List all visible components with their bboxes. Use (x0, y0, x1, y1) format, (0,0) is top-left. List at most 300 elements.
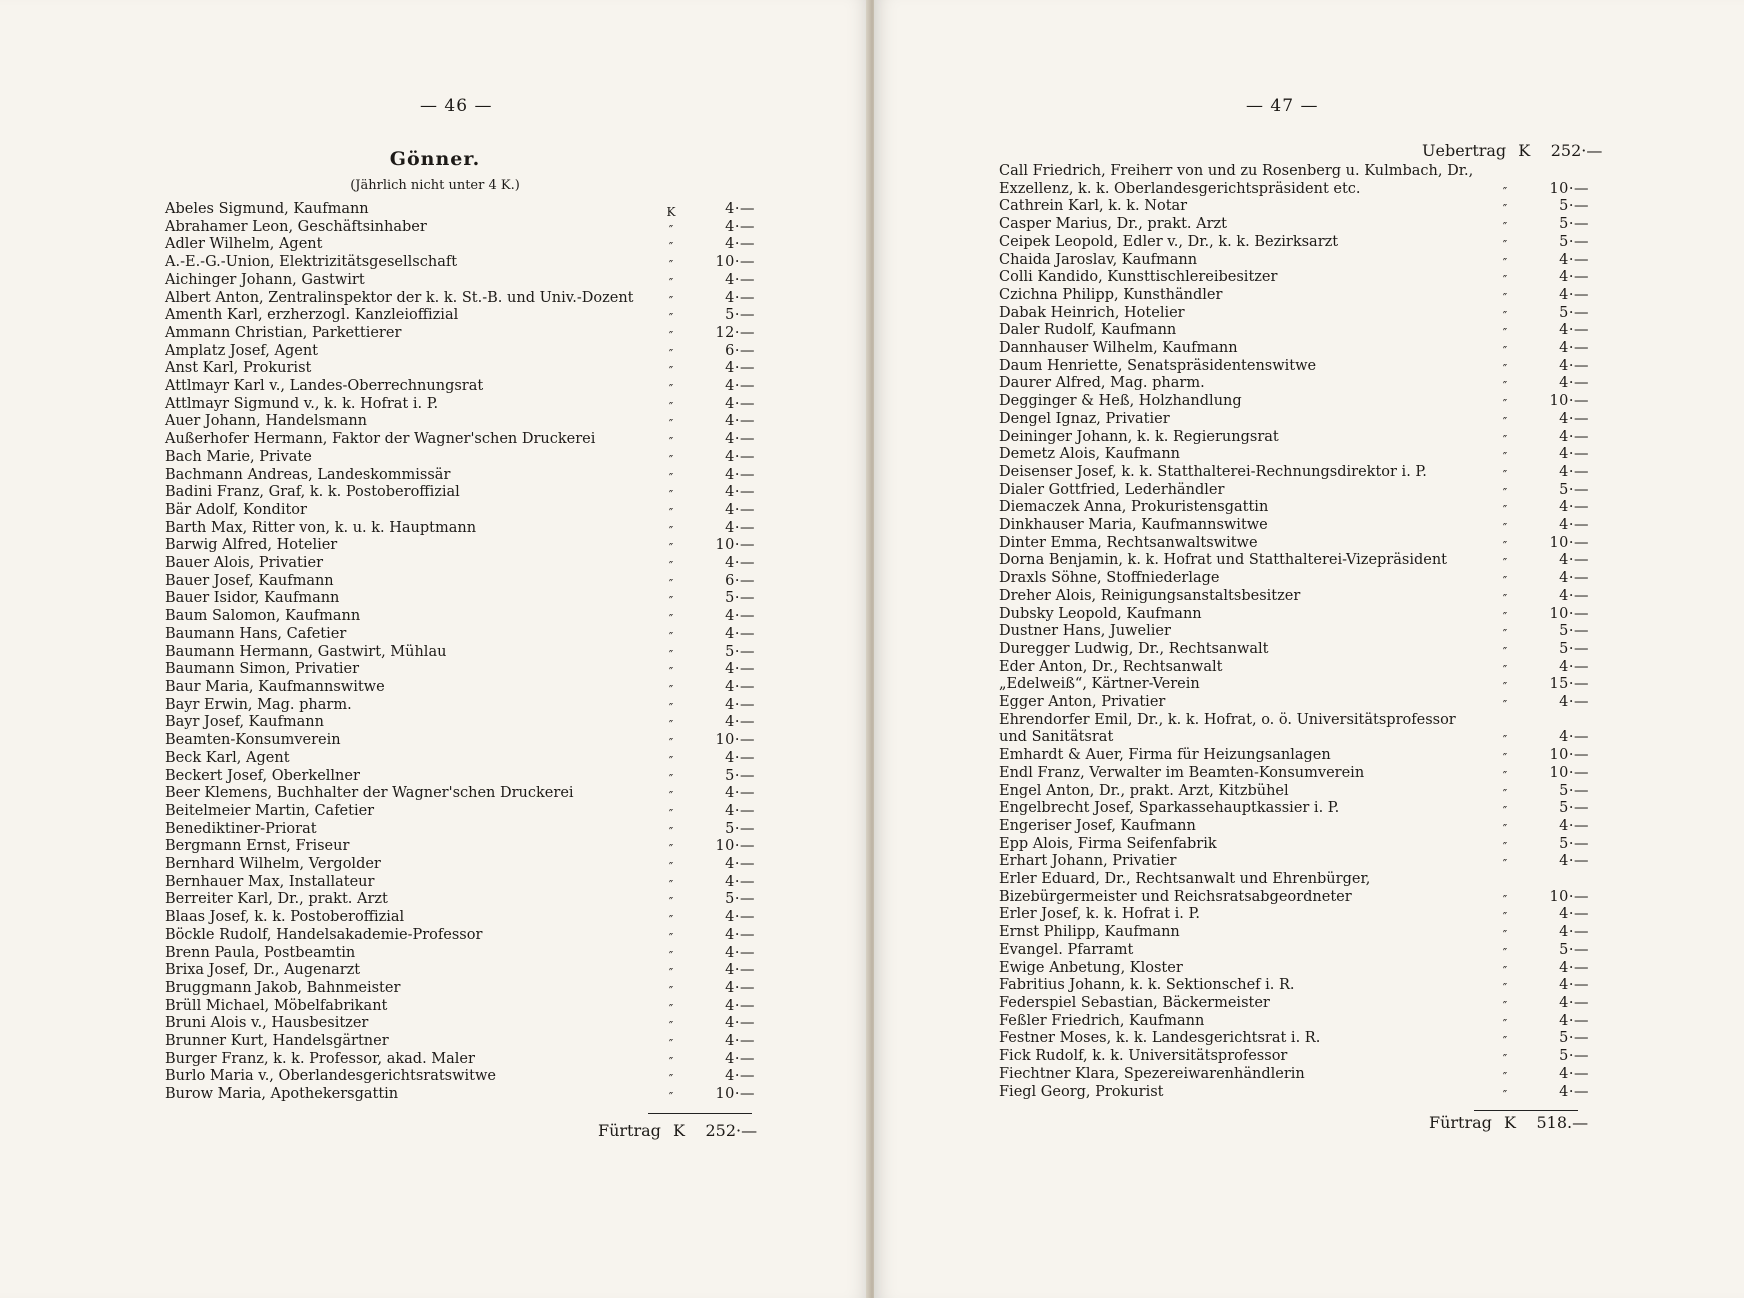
donation-amount: 6·— (725, 572, 755, 589)
donor-name: Abeles Sigmund, Kaufmann (165, 201, 369, 217)
donation-amount: 4·— (725, 271, 755, 288)
donation-amount: 4·— (1559, 375, 1589, 392)
donor-name: Benediktiner-Priorat (165, 820, 317, 837)
donor-entry (165, 838, 755, 856)
currency-mark: K (673, 1121, 685, 1140)
donor-name: Festner Moses, k. k. Landesgerichtsrat i. R. (999, 1030, 1321, 1047)
donor-entry (999, 216, 1589, 234)
ditto-mark: ″ (668, 1001, 674, 1016)
donor-list (165, 201, 755, 1104)
currency-mark: K (1504, 1113, 1516, 1132)
ditto-mark: ″ (668, 328, 674, 343)
donor-name: Egger Anton, Privatier (999, 694, 1166, 711)
donor-entry (999, 375, 1589, 393)
donor-entry (165, 254, 755, 272)
ditto-mark: ″ (1502, 326, 1508, 341)
donor-name: Epp Alois, Firma Seifenfabrik (999, 835, 1217, 852)
donor-name: Chaida Jaroslav, Kaufmann (999, 251, 1198, 268)
donor-entry (999, 163, 1589, 198)
donor-list (999, 163, 1589, 1101)
donor-name: Bayr Erwin, Mag. pharm. (165, 696, 352, 713)
donor-entry (999, 252, 1589, 270)
donor-name: Daler Rudolf, Kaufmann (999, 322, 1177, 339)
donor-name: Draxls Söhne, Stoffniederlage (999, 570, 1220, 587)
currency-mark: K (1518, 141, 1531, 160)
donor-name: Dorna Benjamin, k. k. Hofrat und Statthalterei-Vizepräsident (999, 552, 1447, 569)
ditto-mark: ″ (668, 399, 674, 414)
carry-forward-label: Fürtrag (1429, 1113, 1492, 1132)
donation-amount: 4·— (1559, 853, 1589, 870)
donor-entry (999, 747, 1589, 765)
donor-entry (165, 1015, 755, 1033)
donor-name: Auer Johann, Handelsmann (165, 413, 367, 430)
ditto-mark: ″ (668, 753, 674, 768)
donor-entry (999, 499, 1589, 517)
donation-amount: 5·— (1559, 623, 1589, 640)
donor-entry (999, 1013, 1589, 1031)
ditto-mark: ″ (668, 629, 674, 644)
ditto-mark: ″ (668, 488, 674, 503)
ditto-mark: ″ (1502, 361, 1508, 376)
donation-amount: 4·— (1559, 446, 1589, 463)
donation-amount: 4·— (1559, 286, 1589, 303)
donor-entry (165, 537, 755, 555)
donation-amount: 4·— (725, 979, 755, 996)
ditto-mark: ″ (1502, 591, 1508, 606)
donor-entry (999, 906, 1589, 924)
donation-amount: 5·— (1559, 1030, 1589, 1047)
donor-name: Brunner Kurt, Handelsgärtner (165, 1033, 389, 1050)
donor-entry (999, 535, 1589, 553)
donation-amount: 4·— (1559, 517, 1589, 534)
donation-amount: 5·— (725, 891, 755, 908)
donor-entry (999, 623, 1589, 641)
donation-amount: 4·— (1559, 410, 1589, 427)
carried-over-line (1422, 141, 1602, 160)
donation-amount: 4·— (1559, 357, 1589, 374)
donation-amount: 4·— (725, 714, 755, 731)
donor-entry (165, 1051, 755, 1069)
donor-name: Dabak Heinrich, Hotelier (999, 304, 1185, 321)
donor-name: Emhardt & Auer, Firma für Heizungsanlagen (999, 747, 1331, 764)
donation-amount: 4·— (725, 413, 755, 430)
donor-entry (165, 201, 755, 219)
ditto-mark: ″ (1502, 945, 1508, 960)
donor-name: Badini Franz, Graf, k. k. Postoberoffizial (165, 484, 460, 501)
donor-name: Amplatz Josef, Agent (165, 342, 318, 359)
donor-entry (165, 1068, 755, 1086)
donor-entry (165, 484, 755, 502)
donation-amount: 10·— (715, 537, 755, 554)
donor-name: A.-E.-G.-Union, Elektrizitätsgesellschaft (165, 254, 458, 271)
left-page (0, 0, 870, 1298)
donor-entry (165, 396, 755, 414)
donation-amount: 5·— (725, 643, 755, 660)
donor-entry (999, 393, 1589, 411)
donor-name: Ceipek Leopold, Edler v., Dr., k. k. Bezirksarzt (999, 233, 1339, 250)
ditto-mark: ″ (668, 824, 674, 839)
donation-amount: 4·— (1559, 499, 1589, 516)
donor-entry (165, 449, 755, 467)
donation-amount: 4·— (1559, 924, 1589, 941)
ditto-mark: ″ (668, 346, 674, 361)
ditto-mark: ″ (1502, 963, 1508, 978)
donor-name: Blaas Josef, k. k. Postoberoffizial (165, 909, 405, 926)
donation-amount: 5·— (725, 767, 755, 784)
donation-amount: 5·— (1559, 481, 1589, 498)
carry-forward-amount: 252·— (705, 1121, 758, 1140)
carry-forward-amount: 518.— (1536, 1113, 1589, 1132)
donor-name: Ernst Philipp, Kaufmann (999, 924, 1180, 941)
ditto-mark: ″ (1502, 733, 1508, 748)
donor-name: Beckert Josef, Oberkellner (165, 767, 360, 784)
donor-name: Beck Karl, Agent (165, 749, 290, 766)
ditto-mark: ″ (1502, 556, 1508, 571)
donor-name: Baumann Hans, Cafetier (165, 625, 347, 642)
donor-entry (165, 891, 755, 909)
donor-name: Bär Adolf, Konditor (165, 501, 307, 518)
donor-name: Beamten-Konsumverein (165, 732, 341, 749)
donor-entry (999, 287, 1589, 305)
donor-name: Baumann Hermann, Gastwirt, Mühlau (165, 643, 447, 660)
donor-entry (999, 942, 1589, 960)
donor-name: Anst Karl, Prokurist (165, 360, 312, 377)
donor-entry (999, 1030, 1589, 1048)
ditto-mark: ″ (668, 718, 674, 733)
ditto-mark: ″ (668, 382, 674, 397)
donor-entry (165, 378, 755, 396)
donor-name: Attlmayr Karl v., Landes-Oberrechnungsrat (165, 378, 484, 395)
donation-amount: 10·— (715, 1086, 755, 1103)
donor-entry (165, 909, 755, 927)
ditto-mark: ″ (1502, 1034, 1508, 1049)
donor-entry (999, 995, 1589, 1013)
ditto-mark: ″ (1502, 237, 1508, 252)
donor-name: Außerhofer Hermann, Faktor der Wagner'schen Druckerei (165, 431, 596, 448)
ditto-mark: ″ (668, 665, 674, 680)
donor-name: Abrahamer Leon, Geschäftsinhaber (165, 218, 427, 235)
donor-entry (165, 768, 755, 786)
donation-amount: 4·— (725, 555, 755, 572)
donation-amount: 4·— (1559, 322, 1589, 339)
donor-name: Colli Kandido, Kunsttischlereibesitzer (999, 269, 1278, 286)
donor-name: Ehrendorfer Emil, Dr., k. k. Hofrat, o. ö. Universitätsprofessor und Sanitätsrat (999, 711, 1456, 746)
donor-entry (999, 836, 1589, 854)
donor-name: Burow Maria, Apothekersgattin (165, 1086, 399, 1103)
donor-entry (165, 679, 755, 697)
donor-entry (165, 785, 755, 803)
donor-name: Duregger Ludwig, Dr., Rechtsanwalt (999, 640, 1269, 657)
donor-name: Daurer Alfred, Mag. pharm. (999, 375, 1205, 392)
donation-amount: 4·— (725, 785, 755, 802)
donor-entry (165, 661, 755, 679)
donor-entry (165, 219, 755, 237)
donor-entry (999, 1084, 1589, 1102)
donor-name: Engeriser Josef, Kaufmann (999, 817, 1196, 834)
ditto-mark: ″ (668, 930, 674, 945)
donor-entry (999, 517, 1589, 535)
donor-name: Dustner Hans, Juwelier (999, 623, 1171, 640)
ditto-mark: ″ (668, 647, 674, 662)
ditto-mark: ″ (668, 364, 674, 379)
donation-amount: 4·— (1559, 340, 1589, 357)
ditto-mark: ″ (668, 1019, 674, 1034)
donation-amount: 5·— (1559, 198, 1589, 215)
ditto-mark: ″ (1502, 786, 1508, 801)
donation-amount: 5·— (1559, 835, 1589, 852)
donation-amount: 10·— (715, 254, 755, 271)
ditto-mark: ″ (1502, 220, 1508, 235)
ditto-mark: ″ (1502, 397, 1508, 412)
donation-amount: 4·— (725, 1033, 755, 1050)
donor-entry (999, 358, 1589, 376)
donor-entry (165, 1086, 755, 1104)
donor-name: Burlo Maria v., Oberlandesgerichtsratswitwe (165, 1068, 496, 1085)
donor-name: Bernhauer Max, Installateur (165, 873, 375, 890)
donor-entry (165, 360, 755, 378)
ditto-mark: ″ (668, 275, 674, 290)
donation-amount: 4·— (725, 395, 755, 412)
donation-amount: 4·— (725, 448, 755, 465)
donor-entry (165, 856, 755, 874)
ditto-mark: ″ (1502, 751, 1508, 766)
donor-entry (165, 413, 755, 431)
donor-entry (165, 750, 755, 768)
donor-name: Adler Wilhelm, Agent (165, 236, 323, 253)
donation-amount: 4·— (1559, 269, 1589, 286)
donation-amount: 15·— (1549, 676, 1589, 693)
donation-amount: 4·— (725, 944, 755, 961)
ditto-mark: ″ (1502, 698, 1508, 713)
donor-entry (999, 853, 1589, 871)
donor-entry (999, 676, 1589, 694)
donation-amount: 4·— (725, 696, 755, 713)
donation-amount: 4·— (725, 1015, 755, 1032)
donation-amount: 4·— (725, 378, 755, 395)
donation-amount: 5·— (1559, 640, 1589, 657)
donation-amount: 4·— (1559, 658, 1589, 675)
ditto-mark: ″ (1502, 928, 1508, 943)
donor-entry (999, 570, 1589, 588)
donor-name: Barwig Alfred, Hotelier (165, 537, 338, 554)
ditto-mark: ″ (1502, 1087, 1508, 1102)
donor-entry (999, 322, 1589, 340)
donation-amount: 4·— (725, 1068, 755, 1085)
donor-name: Berreiter Karl, Dr., prakt. Arzt (165, 891, 388, 908)
page-number: — 47 — (1246, 96, 1319, 116)
donor-entry (999, 800, 1589, 818)
ditto-mark: ″ (668, 771, 674, 786)
donation-amount: 5·— (1559, 233, 1589, 250)
donor-entry (165, 520, 755, 538)
donor-name: Ewige Anbetung, Kloster (999, 959, 1183, 976)
donor-entry (999, 411, 1589, 429)
donor-entry (999, 464, 1589, 482)
carry-forward-line (598, 1121, 757, 1140)
donor-entry (165, 573, 755, 591)
donation-amount: 4·— (725, 678, 755, 695)
donation-amount: 4·— (1559, 463, 1589, 480)
ditto-mark: ″ (1502, 450, 1508, 465)
donor-name: Czichna Philipp, Kunsthändler (999, 286, 1223, 303)
donation-amount: 10·— (1549, 747, 1589, 764)
donor-name: Bauer Josef, Kaufmann (165, 572, 334, 589)
ditto-mark: ″ (1502, 680, 1508, 695)
ditto-mark: ″ (668, 700, 674, 715)
donor-name: Beitelmeier Martin, Cafetier (165, 802, 375, 819)
section-subtitle: (Jährlich nicht unter 4 K.) (350, 178, 520, 193)
ditto-mark: ″ (668, 311, 674, 326)
donor-name: Federspiel Sebastian, Bäckermeister (999, 995, 1270, 1011)
donation-amount: 4·— (725, 625, 755, 642)
donation-amount: 5·— (1559, 782, 1589, 799)
donation-amount: 4·— (1559, 251, 1589, 268)
ditto-mark: ″ (668, 806, 674, 821)
donor-name: Fick Rudolf, k. k. Universitätsprofessor (999, 1048, 1288, 1065)
donor-entry (999, 960, 1589, 978)
ditto-mark: ″ (668, 452, 674, 467)
donor-entry (999, 269, 1589, 287)
ditto-mark: ″ (1502, 768, 1508, 783)
donor-entry (165, 590, 755, 608)
donor-name: Call Friedrich, Freiherr von und zu Rosenberg u. Kulmbach, Dr., Exzellenz, k. k. Oberlandesgerichtspräsident etc. (999, 163, 1474, 197)
donor-entry (165, 1033, 755, 1051)
donation-amount: 4·— (725, 519, 755, 536)
donor-entry (165, 732, 755, 750)
ditto-mark: ″ (1502, 379, 1508, 394)
ditto-mark: ″ (668, 842, 674, 857)
ditto-mark: ″ (1502, 981, 1508, 996)
donor-entry (165, 290, 755, 308)
ditto-mark: ″ (668, 612, 674, 627)
donation-amount: 4·— (725, 466, 755, 483)
carry-forward-line (1429, 1113, 1588, 1132)
donation-amount: 4·— (725, 802, 755, 819)
donation-amount: 5·— (725, 307, 755, 324)
donation-amount: 4·— (1559, 729, 1589, 746)
donor-name: Diemaczek Anna, Prokuristensgattin (999, 499, 1269, 516)
donor-name: Böckle Rudolf, Handelsakademie-Professor (165, 926, 483, 943)
donor-name: Attlmayr Sigmund v., k. k. Hofrat i. P. (165, 395, 439, 412)
ditto-mark: ″ (1502, 432, 1508, 447)
donor-entry (999, 305, 1589, 323)
donor-entry (999, 588, 1589, 606)
ditto-mark: ″ (1502, 1052, 1508, 1067)
donation-amount: 5·— (1559, 216, 1589, 233)
donation-amount: 4·— (1559, 977, 1589, 994)
ditto-mark: ″ (668, 948, 674, 963)
donor-entry (999, 765, 1589, 783)
ditto-mark: ″ (668, 913, 674, 928)
ditto-mark: ″ (668, 523, 674, 538)
donor-name: Fiechtner Klara, Spezereiwarenhändlerin (999, 1065, 1305, 1082)
donation-amount: 5·— (1559, 800, 1589, 817)
carried-over-label: Uebertrag (1422, 141, 1507, 160)
donation-amount: 4·— (1559, 694, 1589, 711)
donor-entry (999, 552, 1589, 570)
donor-entry (999, 712, 1589, 747)
donor-name: Bergmann Ernst, Friseur (165, 838, 350, 855)
donation-amount: 4·— (725, 661, 755, 678)
right-page (874, 0, 1744, 1298)
donor-name: Dialer Gottfried, Lederhändler (999, 481, 1225, 498)
donation-amount: 5·— (725, 820, 755, 837)
ditto-mark: ″ (668, 258, 674, 273)
donor-entry (165, 343, 755, 361)
donor-entry (165, 697, 755, 715)
donor-name: Barth Max, Ritter von, k. u. k. Hauptmann (165, 519, 477, 536)
ditto-mark: ″ (668, 983, 674, 998)
ditto-mark: ″ (668, 1090, 674, 1105)
donor-name: Casper Marius, Dr., prakt. Arzt (999, 216, 1227, 233)
donor-name: Bernhard Wilhelm, Vergolder (165, 856, 381, 873)
donation-amount: 4·— (725, 501, 755, 518)
ditto-mark: ″ (668, 222, 674, 237)
ditto-mark: ″ (668, 789, 674, 804)
ditto-mark: ″ (668, 1054, 674, 1069)
donor-name: Baum Salomon, Kaufmann (165, 608, 361, 625)
ditto-mark: ″ (1502, 414, 1508, 429)
ditto-mark: ″ (668, 240, 674, 255)
donation-amount: 4·— (725, 926, 755, 943)
ditto-mark: ″ (1502, 821, 1508, 836)
donation-amount: 10·— (715, 838, 755, 855)
ditto-mark: ″ (668, 736, 674, 751)
donor-name: Erhart Johann, Privatier (999, 853, 1177, 870)
donor-entry (999, 606, 1589, 624)
donor-entry (165, 307, 755, 325)
donation-amount: 10·— (1549, 888, 1589, 905)
ditto-mark: ″ (668, 682, 674, 697)
donor-name: Amenth Karl, erzherzogl. Kanzleioffizial (165, 307, 459, 324)
donation-amount: 4·— (725, 1050, 755, 1067)
donor-name: „Edelweiß“, Kärtner-Verein (999, 676, 1200, 693)
donor-entry (999, 783, 1589, 801)
ditto-mark: ″ (1502, 184, 1508, 199)
donor-name: Baur Maria, Kaufmannswitwe (165, 678, 385, 695)
donation-amount: 4·— (1559, 428, 1589, 445)
ditto-mark: ″ (1502, 308, 1508, 323)
ditto-mark: ″ (1502, 344, 1508, 359)
donor-name: Feßler Friedrich, Kaufmann (999, 1012, 1205, 1029)
donor-name: Endl Franz, Verwalter im Beamten-Konsumverein (999, 764, 1365, 781)
donation-amount: 10·— (1549, 605, 1589, 622)
donation-amount: 4·— (1559, 1083, 1589, 1100)
donor-entry (165, 962, 755, 980)
ditto-mark: ″ (668, 470, 674, 485)
donor-entry (999, 924, 1589, 942)
page-number: — 46 — (420, 96, 493, 116)
donor-entry (165, 644, 755, 662)
ditto-mark: ″ (1502, 1069, 1508, 1084)
donor-name: Bruggmann Jakob, Bahnmeister (165, 979, 401, 996)
donor-name: Beer Klemens, Buchhalter der Wagner'schen Druckerei (165, 785, 574, 802)
donor-name: Bauer Alois, Privatier (165, 555, 324, 572)
donation-amount: 5·— (1559, 304, 1589, 321)
ditto-mark: ″ (668, 594, 674, 609)
donor-entry (999, 1048, 1589, 1066)
donor-entry (999, 977, 1589, 995)
ditto-mark: ″ (668, 435, 674, 450)
ditto-mark: ″ (1502, 574, 1508, 589)
donation-amount: 4·— (1559, 959, 1589, 976)
donor-name: Cathrein Karl, k. k. Notar (999, 198, 1188, 215)
donor-entry (165, 431, 755, 449)
donation-amount: 5·— (1559, 941, 1589, 958)
donor-name: Albert Anton, Zentralinspektor der k. k. St.-B. und Univ.-Dozent (165, 289, 634, 306)
donor-entry (999, 1066, 1589, 1084)
donor-entry (165, 714, 755, 732)
